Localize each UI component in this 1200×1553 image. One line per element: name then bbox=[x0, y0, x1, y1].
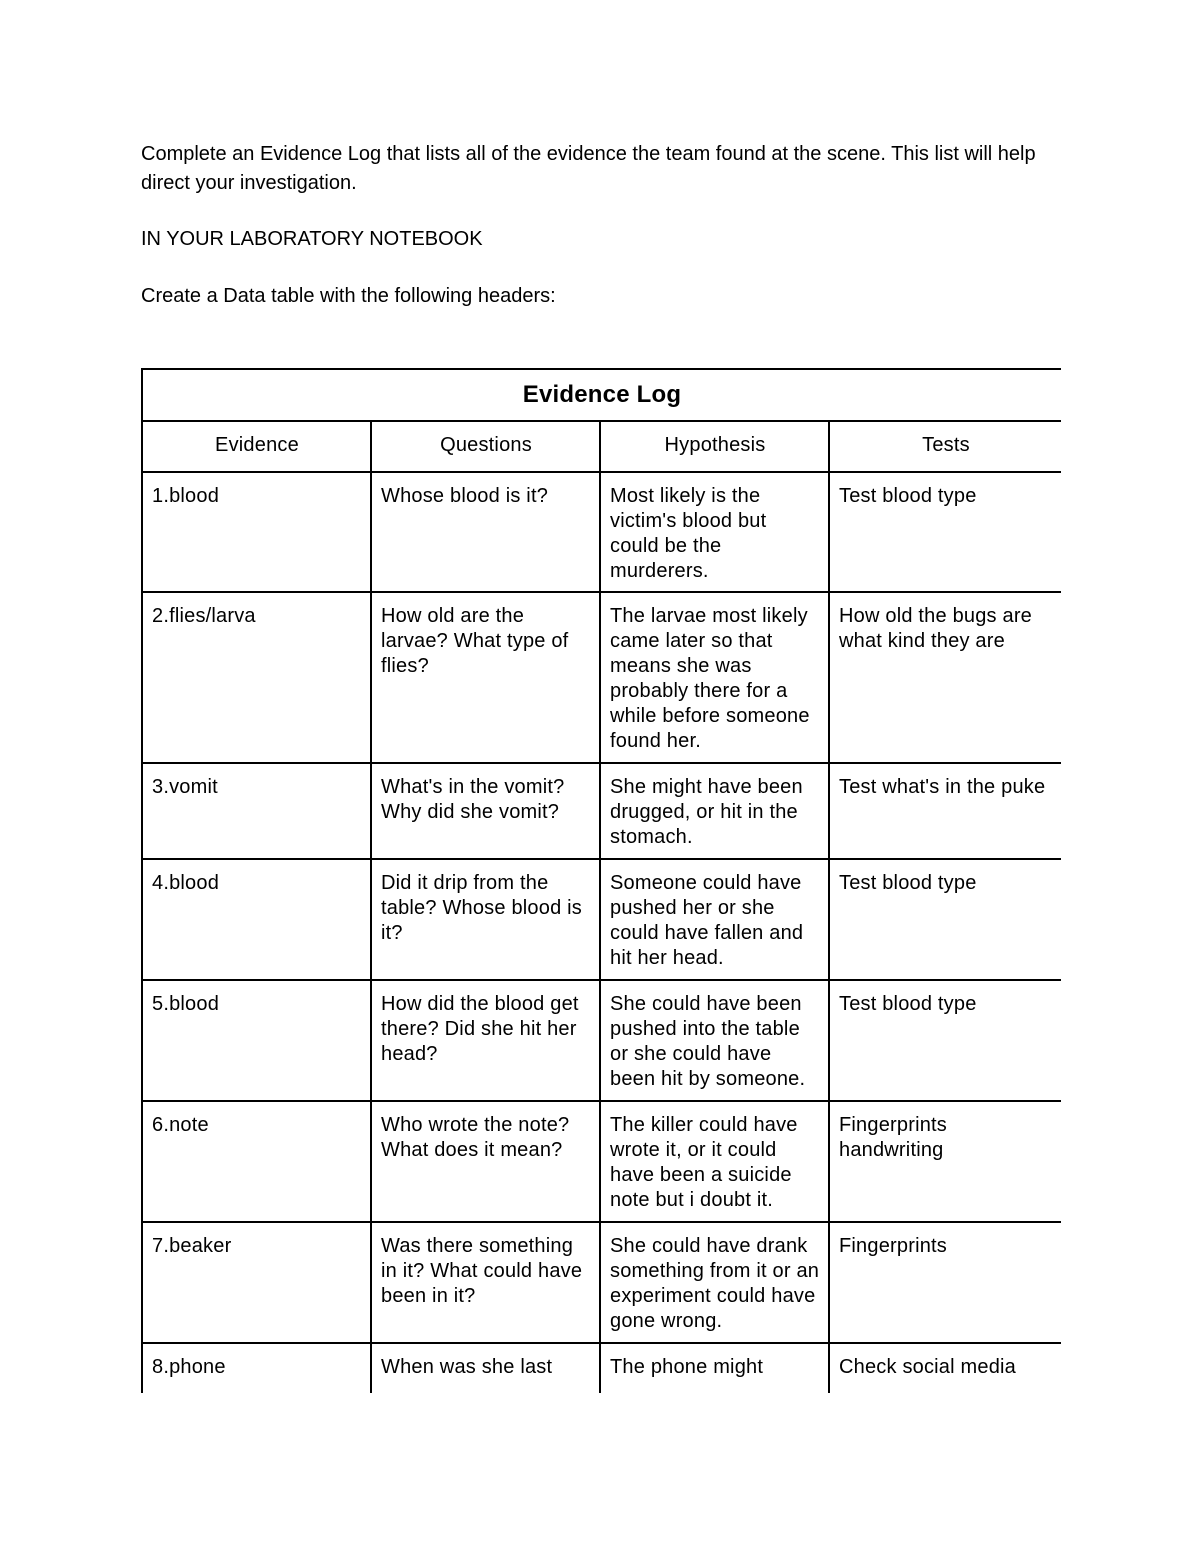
cell-tests: Fingerprints bbox=[829, 1222, 1061, 1343]
cell-hypothesis: She could have drank something from it or an experiment could have gone wrong. bbox=[600, 1222, 829, 1343]
cell-hypothesis: Someone could have pushed her or she could have fallen and hit her head. bbox=[600, 859, 829, 980]
evidence-log-table-container bbox=[141, 368, 1061, 1393]
cell-hypothesis: Most likely is the victim's blood but could be the murderers. bbox=[600, 472, 829, 592]
header-evidence: Evidence bbox=[142, 421, 371, 472]
table-row bbox=[142, 592, 1061, 763]
cell-evidence: 6.note bbox=[142, 1101, 371, 1222]
table-row bbox=[142, 859, 1061, 980]
cell-tests: How old the bugs are what kind they are bbox=[829, 592, 1061, 763]
cell-evidence: 7.beaker bbox=[142, 1222, 371, 1343]
evidence-log-table bbox=[141, 368, 1061, 1393]
cell-questions: How did the blood get there? Did she hit her head? bbox=[371, 980, 600, 1101]
table-row bbox=[142, 472, 1061, 592]
cell-tests: Test blood type bbox=[829, 980, 1061, 1101]
cell-evidence: 5.blood bbox=[142, 980, 371, 1101]
cell-hypothesis: The phone might bbox=[600, 1343, 829, 1393]
header-questions: Questions bbox=[371, 421, 600, 472]
table-row bbox=[142, 763, 1061, 859]
cell-evidence: 3.vomit bbox=[142, 763, 371, 859]
cell-evidence: 1.blood bbox=[142, 472, 371, 592]
cell-tests: Fingerprints handwriting bbox=[829, 1101, 1061, 1222]
instruction-paragraph: Complete an Evidence Log that lists all of the evidence the team found at the scene. This list will help direct your investigation. bbox=[141, 143, 1036, 194]
cell-questions: Was there something in it? What could have been in it? bbox=[371, 1222, 600, 1343]
notebook-heading: IN YOUR LABORATORY NOTEBOOK bbox=[141, 228, 483, 250]
cell-questions: What's in the vomit? Why did she vomit? bbox=[371, 763, 600, 859]
cell-tests: Test what's in the puke bbox=[829, 763, 1061, 859]
table-row bbox=[142, 980, 1061, 1101]
cell-evidence: 2.flies/larva bbox=[142, 592, 371, 763]
table-row bbox=[142, 1101, 1061, 1222]
table-instruction: Create a Data table with the following headers: bbox=[141, 285, 556, 307]
cell-hypothesis: She could have been pushed into the table or she could have been hit by someone. bbox=[600, 980, 829, 1101]
cell-tests: Test blood type bbox=[829, 859, 1061, 980]
table-row bbox=[142, 1343, 1061, 1393]
table-header-row bbox=[142, 421, 1061, 472]
table-title-row bbox=[142, 369, 1061, 421]
header-hypothesis: Hypothesis bbox=[600, 421, 829, 472]
cell-questions: Did it drip from the table? Whose blood is it? bbox=[371, 859, 600, 980]
table-title: Evidence Log bbox=[142, 369, 1061, 421]
cell-questions: Whose blood is it? bbox=[371, 472, 600, 592]
cell-tests: Check social media bbox=[829, 1343, 1061, 1393]
cell-hypothesis: The larvae most likely came later so that means she was probably there for a while before someone found her. bbox=[600, 592, 829, 763]
cell-hypothesis: She might have been drugged, or hit in the stomach. bbox=[600, 763, 829, 859]
cell-hypothesis: The killer could have wrote it, or it could have been a suicide note but i doubt it. bbox=[600, 1101, 829, 1222]
cell-tests: Test blood type bbox=[829, 472, 1061, 592]
cell-evidence: 8.phone bbox=[142, 1343, 371, 1393]
cell-questions: How old are the larvae? What type of flies? bbox=[371, 592, 600, 763]
cell-questions: Who wrote the note? What does it mean? bbox=[371, 1101, 600, 1222]
cell-questions: When was she last bbox=[371, 1343, 600, 1393]
cell-evidence: 4.blood bbox=[142, 859, 371, 980]
header-tests: Tests bbox=[829, 421, 1061, 472]
table-row bbox=[142, 1222, 1061, 1343]
